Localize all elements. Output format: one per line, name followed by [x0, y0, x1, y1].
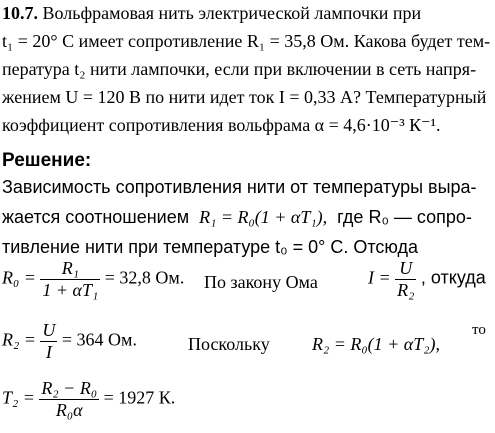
formula-r2-result: = 364 Ом.	[61, 329, 137, 350]
r2-relation-formula: R₂ = R₀(1 + αT₂),	[312, 334, 441, 354]
solution-heading: Решение:	[2, 150, 92, 171]
formula-t2	[2, 378, 175, 421]
solution-line-1: Зависимость сопротивления нити от температуры выра-	[2, 177, 477, 197]
problem-line-4: жением U = 120 В по нити идет ток I = 0,33 А? Температурный	[2, 87, 487, 107]
ohm-numerator: U	[395, 258, 416, 280]
ohm-law-text: По закону Ома	[204, 272, 318, 292]
formula-r2-numerator: U	[42, 320, 56, 340]
solution-line-2-text-b: где R₀ — сопро-	[337, 207, 472, 227]
formula-r2	[2, 320, 137, 363]
problem-line-1	[2, 2, 421, 24]
ohm-text: , откуда	[420, 267, 486, 288]
formula-r0	[2, 258, 184, 301]
formula-r0-result: = 32,8 Ом.	[104, 267, 185, 288]
solution-line-2-text-a: жается соотношением	[2, 207, 190, 227]
relation-formula: R₁ = R₀(1 + αT₁),	[199, 207, 328, 227]
formula-r2-denominator: I	[45, 342, 52, 362]
formula-t2-fraction	[39, 378, 99, 421]
formula-t2-result: = 1927 К.	[103, 387, 176, 408]
problem-line-5: коэффициент сопротивления вольфрама α = 4,6·10⁻³ К⁻¹.	[2, 115, 441, 135]
problem-text-1: Вольфрамовая нить электрической лампочки при	[42, 3, 422, 23]
ohm-fraction	[395, 258, 416, 301]
solution-line-2	[2, 206, 472, 228]
ohm-denominator: R₂	[397, 280, 415, 300]
ohm-law-formula	[368, 258, 486, 301]
formula-r0-denominator: 1 + αT₁	[42, 280, 99, 300]
since-text: Поскольку	[188, 334, 270, 354]
formula-t2-left: T₂ =	[2, 387, 35, 408]
solution-line-3: тивление нити при температуре t₀ = 0° C. Отсюда	[2, 237, 419, 257]
formula-t2-denominator: R₀α	[55, 400, 83, 420]
formula-r2-fraction	[40, 320, 57, 363]
formula-r0-numerator: R₁	[40, 258, 100, 280]
r2-relation	[312, 334, 440, 355]
then-text: то	[472, 322, 486, 338]
problem-number: 10.7.	[2, 3, 38, 23]
problem-line-3: пература t₂ нити лампочки, если при включении в сеть напря-	[2, 59, 477, 79]
formula-r0-left: R₀ =	[2, 267, 36, 288]
problem-line-2: t₁ = 20° C имеет сопротивление R₁ = 35,8 Ом. Какова будет тем-	[2, 31, 491, 51]
formula-r0-fraction	[40, 258, 100, 301]
formula-r2-left: R₂ =	[2, 329, 36, 350]
formula-t2-numerator: R₂ − R₀	[41, 378, 98, 398]
ohm-left: I =	[368, 267, 391, 288]
